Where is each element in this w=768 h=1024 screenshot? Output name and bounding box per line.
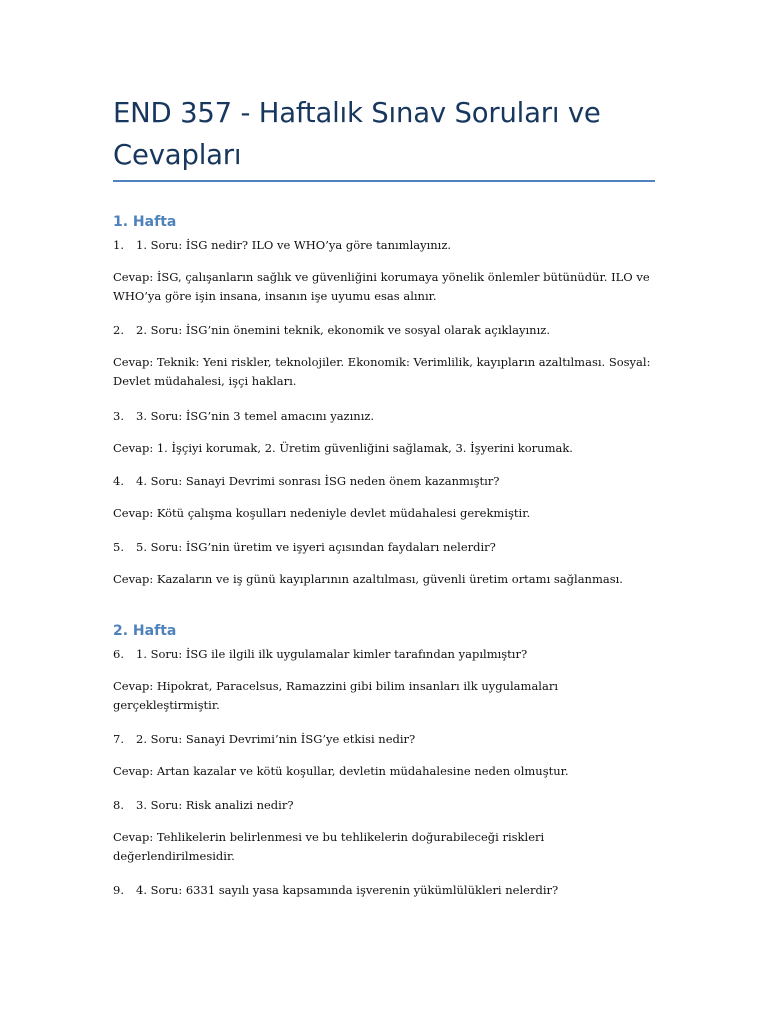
section-heading-week-2: 2. Hafta bbox=[113, 623, 177, 639]
question-number: 9. bbox=[113, 883, 124, 897]
document-page bbox=[113, 92, 658, 899]
answer-text: Cevap: Tehlikelerin belirlenmesi ve bu tehlikelerin doğurabileceği riskleri değerlendirilmesidir. bbox=[113, 830, 545, 863]
answer-text: Cevap: Kazaların ve iş günü kayıplarının azaltılması, güvenli üretim ortamı sağlanması. bbox=[113, 572, 623, 586]
question-text: 3. Soru: İSG’nin 3 temel amacını yazınız. bbox=[136, 409, 375, 423]
question-item bbox=[113, 236, 658, 254]
question-number: 2. bbox=[113, 323, 124, 337]
question-item bbox=[113, 321, 658, 339]
answer-text: Cevap: İSG, çalışanların sağlık ve güvenliğini korumaya yönelik önlemler bütünüdür. ILO ve WHO’ya göre işin insana, insanın işe uyumu esas alınır. bbox=[113, 270, 650, 303]
question-item bbox=[113, 645, 658, 663]
question-text: 2. Soru: Sanayi Devrimi’nin İSG’ye etkisi nedir? bbox=[136, 732, 416, 746]
answer-text: Cevap: Hipokrat, Paracelsus, Ramazzini gibi bilim insanları ilk uygulamaları gerçekleştirmiştir. bbox=[113, 679, 559, 712]
answer-text: Cevap: Artan kazalar ve kötü koşullar, devletin müdahalesine neden olmuştur. bbox=[113, 764, 569, 778]
question-number: 8. bbox=[113, 798, 124, 812]
question-text: 5. Soru: İSG’nin üretim ve işyeri açısından faydaları nelerdir? bbox=[136, 540, 496, 554]
title-underline bbox=[113, 180, 655, 182]
question-item bbox=[113, 730, 658, 748]
question-text: 4. Soru: 6331 sayılı yasa kapsamında işverenin yükümlülükleri nelerdir? bbox=[136, 883, 559, 897]
question-item bbox=[113, 796, 658, 814]
question-item bbox=[113, 538, 658, 556]
question-text: 1. Soru: İSG ile ilgili ilk uygulamalar kimler tarafından yapılmıştır? bbox=[136, 647, 528, 661]
answer-text: Cevap: Kötü çalışma koşulları nedeniyle devlet müdahalesi gerekmiştir. bbox=[113, 506, 531, 520]
question-item bbox=[113, 881, 658, 899]
question-number: 7. bbox=[113, 732, 124, 746]
question-text: 3. Soru: Risk analizi nedir? bbox=[136, 798, 294, 812]
question-number: 1. bbox=[113, 238, 124, 252]
question-text: 4. Soru: Sanayi Devrimi sonrası İSG neden önem kazanmıştır? bbox=[136, 474, 500, 488]
question-number: 4. bbox=[113, 474, 124, 488]
section-heading-week-1: 1. Hafta bbox=[113, 214, 177, 230]
question-number: 3. bbox=[113, 409, 124, 423]
question-text: 2. Soru: İSG’nin önemini teknik, ekonomik ve sosyal olarak açıklayınız. bbox=[136, 323, 550, 337]
question-number: 5. bbox=[113, 540, 124, 554]
question-item bbox=[113, 407, 658, 425]
answer-text: Cevap: 1. İşçiyi korumak, 2. Üretim güvenliğini sağlamak, 3. İşyerini korumak. bbox=[113, 441, 573, 455]
document-title: END 357 - Haftalık Sınav Soruları ve Cevapları bbox=[113, 97, 601, 171]
question-number: 6. bbox=[113, 647, 124, 661]
question-item bbox=[113, 472, 658, 490]
question-text: 1. Soru: İSG nedir? ILO ve WHO’ya göre tanımlayınız. bbox=[136, 238, 452, 252]
answer-text: Cevap: Teknik: Yeni riskler, teknolojiler. Ekonomik: Verimlilik, kayıpların azaltılması. Sosyal: Devlet müdahalesi, işçi hakları. bbox=[113, 355, 651, 388]
